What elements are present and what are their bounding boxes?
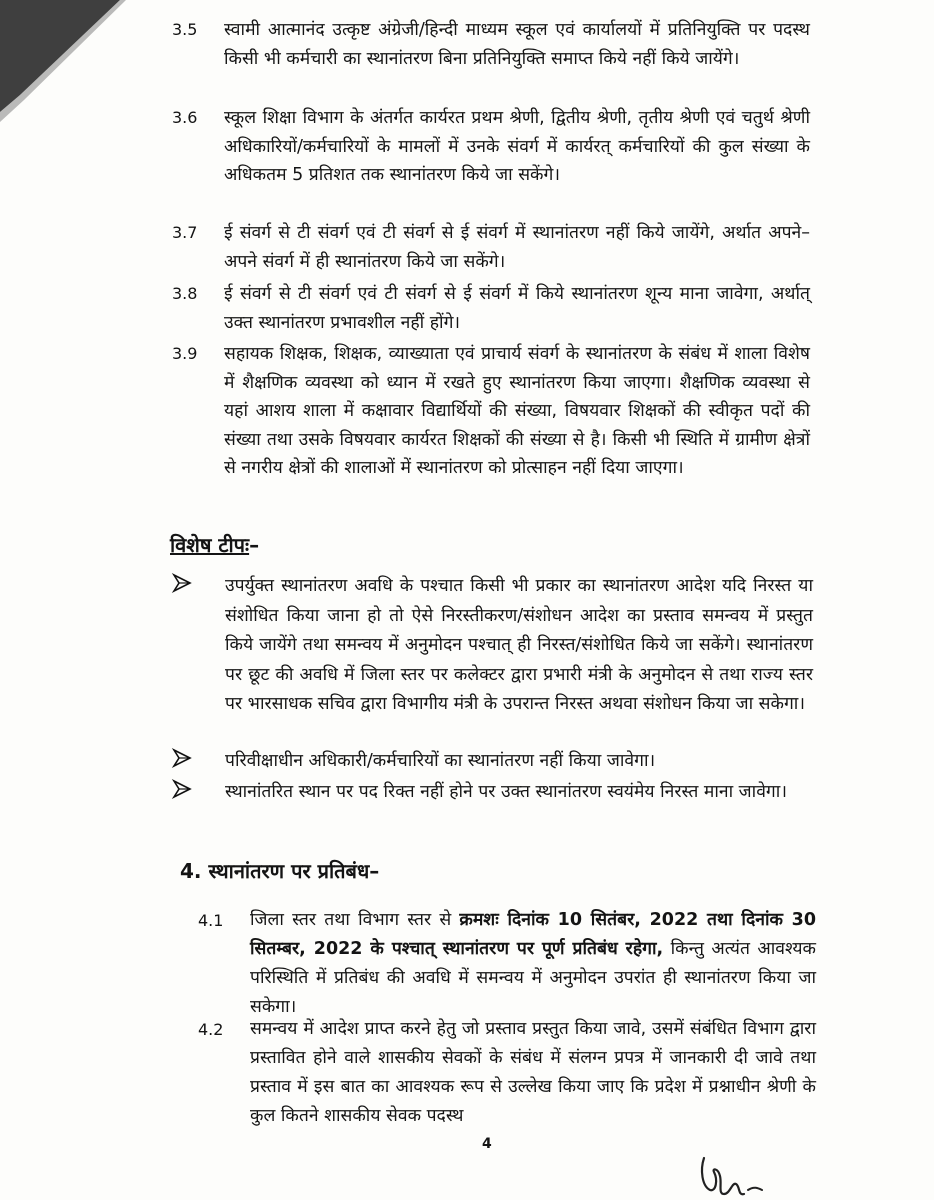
signature-icon bbox=[696, 1150, 786, 1198]
section-text: ई संवर्ग से टी संवर्ग एवं टी संवर्ग से ई संवर्ग में स्थानांतरण नहीं किये जायेंगे, अर्थात अपने–अपने संवर्ग में ही स्थानांतरण किये जा सकेंगे। bbox=[224, 223, 810, 272]
special-note-title: विशेष टीपः bbox=[170, 533, 250, 557]
section-text: समन्वय में आदेश प्राप्त करने हेतु जो प्रस्ताव प्रस्तुत किया जावे, उसमें संबंधित विभाग द्वारा प्रस्तावित होने वाले शासकीय सेवकों के संबंध में संलग्न प्रपत्र में जानकारी दी जावे तथा प्रस्ताव में इस बात का आवश्यक रूप से उल्लेख किया जाए कि प्रदेश में प्रश्नाधीन श्रेणी के कुल कितने शासकीय सेवक पदस्थ bbox=[250, 1019, 816, 1126]
section-text: स्वामी आत्मानंद उत्कृष्ट अंग्रेजी/हिन्दी माध्यम स्कूल एवं कार्यालयों में प्रतिनियुक्ति पर पदस्थ किसी भी कर्मचारी का स्थानांतरण बिना प्रतिनियुक्ति समाप्त किये नहीं किये जायेंगे। bbox=[224, 20, 810, 69]
section-number: 4.1 bbox=[198, 911, 224, 930]
arrow-bullet-icon bbox=[171, 747, 193, 769]
page-number: 4 bbox=[482, 1136, 492, 1152]
special-note-heading bbox=[170, 530, 259, 560]
special-note-bullet bbox=[225, 747, 813, 777]
special-note-bullet bbox=[225, 778, 813, 808]
section-3-5 bbox=[172, 16, 810, 73]
arrow-bullet-icon bbox=[171, 778, 193, 800]
section-3-8 bbox=[172, 280, 810, 337]
section-text: सहायक शिक्षक, शिक्षक, व्याख्याता एवं प्राचार्य संवर्ग के स्थानांतरण के संबंध में शाला विशेष में शैक्षणिक व्यवस्था को ध्यान में रखते हुए स्थानांतरण किया जाएगा। शैक्षणिक व्यवस्था से यहां आशय शाला में कक्षावार विद्यार्थियों की संख्या, विषयवार शिक्षकों की स्वीकृत पदों की संख्या तथा उसके विषयवार कार्यरत शिक्षकों की संख्या से है। किसी भी स्थिति में ग्रामीण क्षेत्रों से नगरीय क्षेत्रों की शालाओं में स्थानांतरण को प्रोत्साहन नहीं दिया जाएगा। bbox=[224, 344, 810, 478]
section-3-6 bbox=[172, 104, 810, 190]
bullet-text: स्थानांतरित स्थान पर पद रिक्त नहीं होने पर उक्त स्थानांतरण स्वयंमेय निरस्त माना जावेगा। bbox=[225, 782, 787, 802]
section-4-heading: 4. स्थानांतरण पर प्रतिबंध– bbox=[180, 859, 380, 883]
text-bold: क्रमशः दिनांक 10 सितंबर, 2022 तथा दिनांक 30 सितम्बर, 2022 के पश्चात् स्थानांतरण पर पूर्ण प्रतिबंध रहेगा, bbox=[250, 910, 816, 959]
section-text: ई संवर्ग से टी संवर्ग एवं टी संवर्ग से ई संवर्ग में किये स्थानांतरण शून्य माना जावेगा, अर्थात् उक्त स्थानांतरण प्रभावशील नहीं होंगे। bbox=[224, 284, 810, 333]
section-text bbox=[250, 906, 816, 1022]
section-number: 3.9 bbox=[172, 344, 198, 363]
section-4-2 bbox=[198, 1015, 816, 1131]
bullet-text: परिवीक्षाधीन अधिकारी/कर्मचारियों का स्थानांतरण नहीं किया जावेगा। bbox=[225, 751, 656, 771]
section-number: 3.5 bbox=[172, 20, 198, 39]
section-number: 3.6 bbox=[172, 108, 198, 127]
section-4-1 bbox=[198, 906, 816, 1022]
section-3-9 bbox=[172, 340, 810, 483]
special-note-bullet bbox=[225, 572, 813, 720]
arrow-bullet-icon bbox=[171, 572, 193, 594]
text-plain-b: किन्तु अत्यंत आवश्यक परिस्थिति में प्रतिबंध की अवधि में समन्वय में अनुमोदन उपरांत ही स्थानांतरण किया जा सकेगा। bbox=[250, 939, 816, 1017]
section-number: 3.8 bbox=[172, 284, 198, 303]
section-text: स्कूल शिक्षा विभाग के अंतर्गत कार्यरत प्रथम श्रेणी, द्वितीय श्रेणी, तृतीय श्रेणी एवं चतुर्थ श्रेणी अधिकारियों/कर्मचारियों के मामलों में उनके संवर्ग में कार्यरत् कर्मचारियों की कुल संख्या के अधिकतम 5 प्रतिशत तक स्थानांतरण किये जा सकेंगे। bbox=[224, 108, 810, 185]
section-3-7 bbox=[172, 219, 810, 276]
text-plain-a: जिला स्तर तथा विभाग स्तर से bbox=[250, 910, 460, 930]
section-number: 4.2 bbox=[198, 1020, 224, 1039]
section-number: 3.7 bbox=[172, 223, 198, 242]
special-note-dash: – bbox=[249, 533, 260, 557]
bullet-text: उपर्युक्त स्थानांतरण अवधि के पश्चात किसी भी प्रकार का स्थानांतरण आदेश यदि निरस्त या संशोधित किया जाना हो तो ऐसे निरस्तीकरण/संशोधन आदेश का प्रस्ताव समन्वय में प्रस्तुत किये जायेंगे तथा समन्वय में अनुमोदन पश्चात् ही निरस्त/संशोधित किये जा सकेंगे। स्थानांतरण पर छूट की अवधि में जिला स्तर पर कलेक्टर द्वारा प्रभारी मंत्री के अनुमोदन से तथा राज्य स्तर पर भारसाधक सचिव द्वारा विभागीय मंत्री के उपरान्त निरस्त अथवा संशोधन किया जा सकेगा। bbox=[225, 576, 813, 714]
